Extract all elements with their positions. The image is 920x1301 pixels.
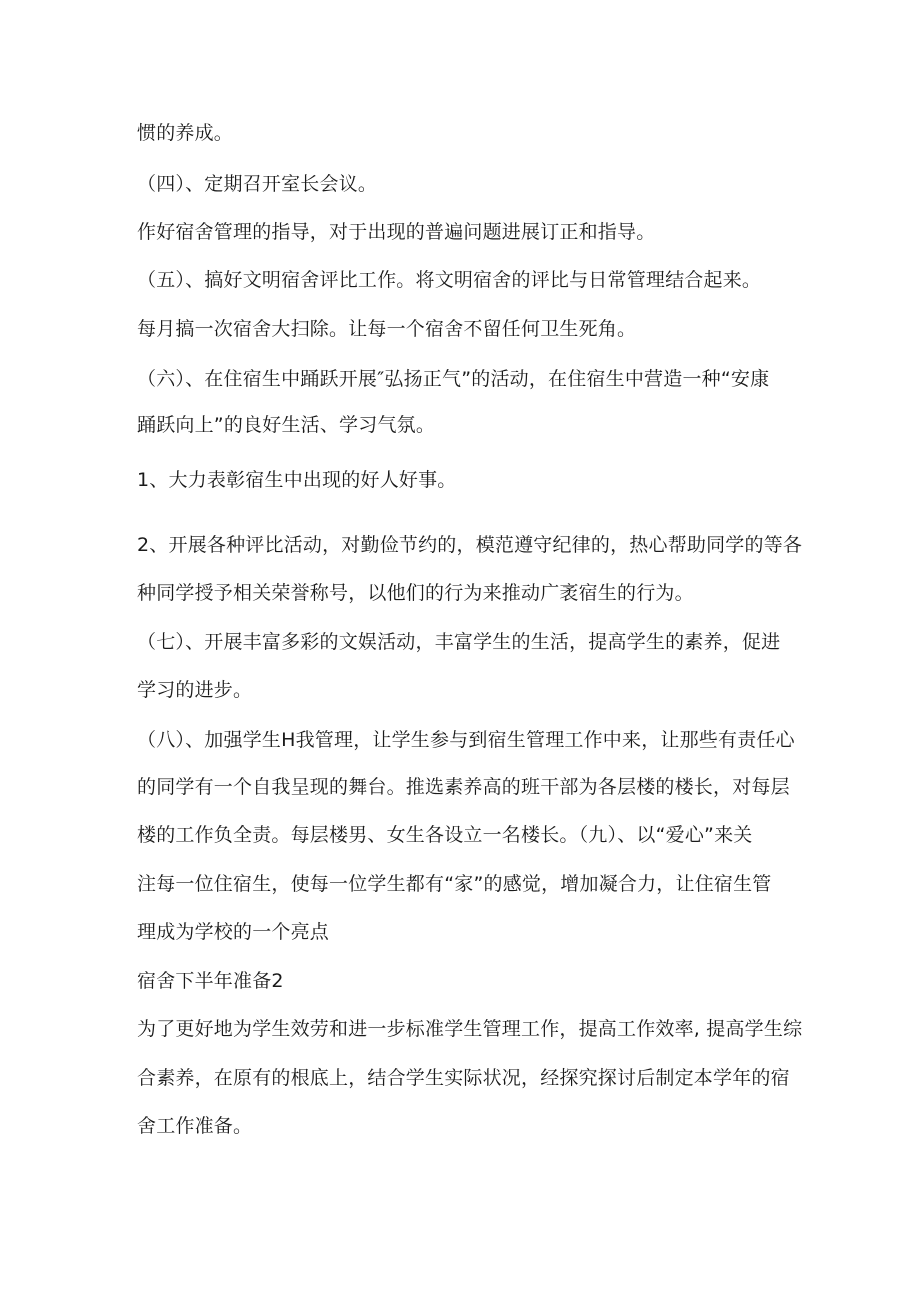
text-line: 每月搞一次宿舍大扫除。让每一个宿舍不留任何卫生死角。 <box>137 318 637 340</box>
text-line: 理成为学校的一个亮点 <box>137 921 330 943</box>
text-line: 合素养，在原有的根底上，结合学生实际状况，经探究探讨后制定本学年的宿 <box>137 1067 790 1089</box>
section-heading-8: （八）、加强学生H我管理，让学生参与到宿生管理工作中来，让那些有责任心 <box>137 729 795 751</box>
list-item: 2、开展各种评比活动，对勤俭节约的，模范遵守纪律的，热心帮助同学的等各 <box>137 534 803 556</box>
section-heading-6: （六）、在住宿生中踊跃开展″弘扬正气”的活动，在住宿生中营造一种“安康 <box>137 368 770 390</box>
section-heading-7: （七）、开展丰富多彩的文娱活动，丰富学生的生活，提高学生的素养，促进 <box>137 631 781 653</box>
text-line: 舍工作准备。 <box>137 1115 253 1137</box>
text-line: 作好宿舍管理的指导，对于出现的普遍问题进展订正和指导。 <box>137 221 656 243</box>
text-line: 踊跃向上”的良好生活、学习气氛。 <box>137 414 436 436</box>
text-line: 学习的进步。 <box>137 679 253 701</box>
text-line: 为了更好地为学生效劳和进一步标准学生管理工作，提高工作效率, 提高学生综 <box>137 1018 803 1040</box>
text-line: 惯的养成。 <box>137 122 234 144</box>
document-subtitle: 宿舍下半年准备2 <box>137 970 284 992</box>
section-heading-4: （四）、定期召开室长会议。 <box>137 173 378 195</box>
section-heading-5: （五）、搞好文明宿舍评比工作。将文明宿舍的评比与日常管理结合起来。 <box>137 269 762 291</box>
text-line: 楼的工作负全责。每层楼男、女生各设立一名楼长。（九）、以“爱心”来关 <box>137 824 753 846</box>
text-line: 的同学有一个自我呈现的舞台。推选素养高的班干部为各层楼的楼长，对每层 <box>137 776 790 798</box>
list-item: 1、大力表彰宿生中出现的好人好事。 <box>137 469 457 491</box>
text-line: 种同学授予相关荣誉称号，以他们的行为来推动广袤宿生的行为。 <box>137 582 694 604</box>
text-line: 注每一位住宿生，使每一位学生都有“家”的感觉，增加凝合力，让住宿生管 <box>137 873 772 895</box>
